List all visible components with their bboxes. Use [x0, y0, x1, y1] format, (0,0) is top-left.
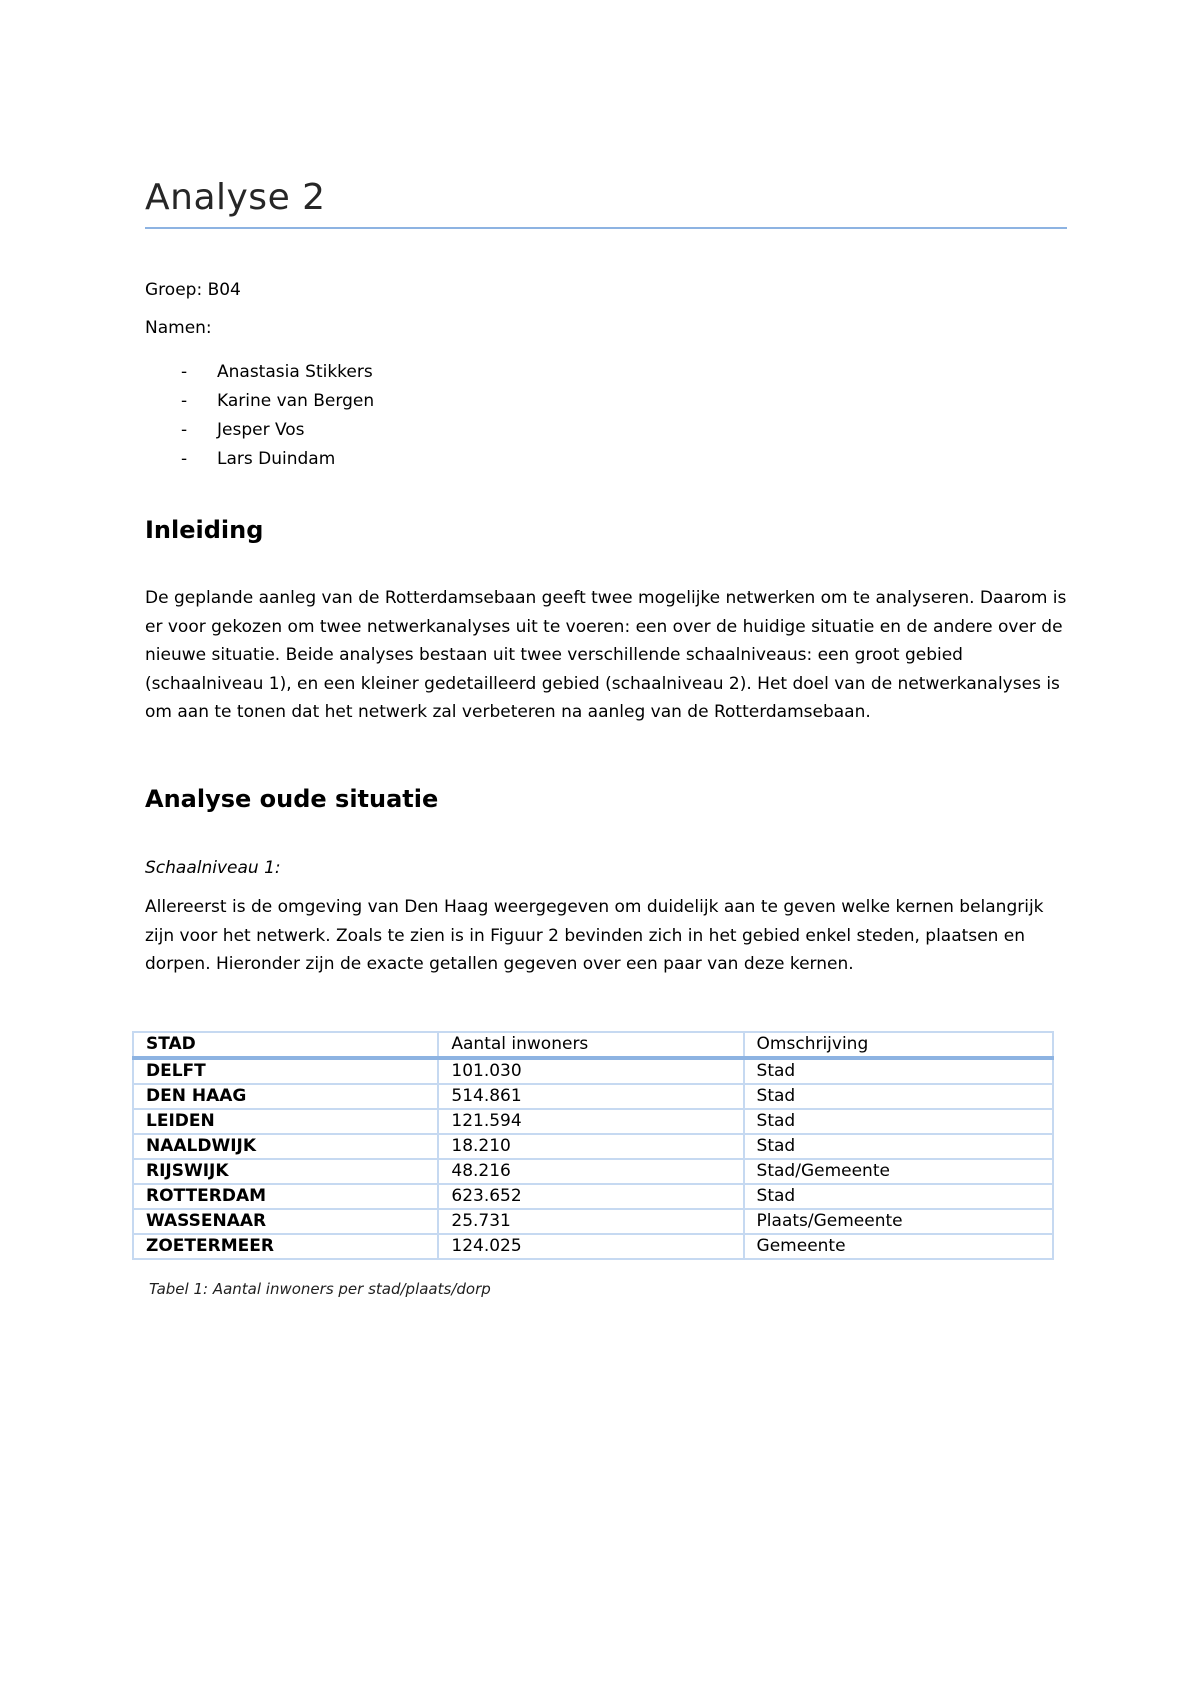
names-label: Namen: [145, 318, 212, 338]
description-cell: Stad [744, 1058, 1053, 1084]
team-member-name: Lars Duindam [217, 449, 336, 469]
table-row [133, 1134, 1053, 1159]
description-cell: Stad [744, 1184, 1053, 1209]
list-bullet: - [181, 362, 188, 382]
city-cell: DELFT [133, 1058, 438, 1084]
population-cell: 25.731 [438, 1209, 743, 1234]
table-row [133, 1058, 1053, 1084]
old-situation-paragraph: Allereerst is de omgeving van Den Haag weergegeven om duidelijk aan te geven welke kernen belangrijk zijn voor het netwerk. Zoals te zien is in Figuur 2 bevinden zich in het gebied enkel steden, plaatsen en dorpen. Hieronder zijn de exacte getallen gegeven over een paar van deze kernen. [145, 897, 1044, 975]
list-bullet: - [181, 420, 188, 440]
city-cell: RIJSWIJK [133, 1159, 438, 1184]
team-member-name: Anastasia Stikkers [217, 362, 373, 382]
description-cell: Stad [744, 1134, 1053, 1159]
table-row [133, 1184, 1053, 1209]
population-table [132, 1031, 1054, 1260]
team-member-name: Karine van Bergen [217, 391, 375, 411]
intro-paragraph: De geplande aanleg van de Rotterdamsebaan geeft twee mogelijke netwerken om te analyseren. Daarom is er voor gekozen om twee netwerkanalyses uit te voeren: een over de huidige situatie en de andere over de nieuwe situatie. Beide analyses bestaan uit twee verschillende schaalniveaus: een groot gebied (schaalniveau 1), en een kleiner gedetailleerd gebied (schaalniveau 2). Het doel van de netwerkanalyses is om aan te tonen dat het netwerk zal verbeteren na aanleg van de Rotterdamsebaan. [145, 588, 1067, 723]
column-header: Omschrijving [744, 1032, 1053, 1058]
city-cell: NAALDWIJK [133, 1134, 438, 1159]
document-title: Analyse 2 [145, 177, 326, 218]
group-line: Groep: B04 [145, 280, 241, 300]
table-header-row [133, 1032, 1053, 1058]
scale-level-subheading: Schaalniveau 1: [145, 858, 281, 878]
population-cell: 101.030 [438, 1058, 743, 1084]
column-header: Aantal inwoners [438, 1032, 743, 1058]
team-member-name: Jesper Vos [217, 420, 305, 440]
population-cell: 48.216 [438, 1159, 743, 1184]
description-cell: Plaats/Gemeente [744, 1209, 1053, 1234]
population-cell: 623.652 [438, 1184, 743, 1209]
table-row [133, 1084, 1053, 1109]
table-row [133, 1109, 1053, 1134]
population-cell: 514.861 [438, 1084, 743, 1109]
description-cell: Stad [744, 1084, 1053, 1109]
population-table-wrapper [132, 1031, 1054, 1260]
table-caption: Tabel 1: Aantal inwoners per stad/plaats/dorp [149, 1280, 491, 1298]
description-cell: Stad [744, 1109, 1053, 1134]
list-bullet: - [181, 391, 188, 411]
description-cell: Stad/Gemeente [744, 1159, 1053, 1184]
intro-heading: Inleiding [145, 516, 264, 544]
city-cell: DEN HAAG [133, 1084, 438, 1109]
population-cell: 124.025 [438, 1234, 743, 1259]
table-row [133, 1234, 1053, 1259]
city-cell: ZOETERMEER [133, 1234, 438, 1259]
column-header: STAD [133, 1032, 438, 1058]
title-underline [145, 227, 1067, 229]
list-bullet: - [181, 449, 188, 469]
city-cell: WASSENAAR [133, 1209, 438, 1234]
population-cell: 121.594 [438, 1109, 743, 1134]
population-cell: 18.210 [438, 1134, 743, 1159]
city-cell: LEIDEN [133, 1109, 438, 1134]
city-cell: ROTTERDAM [133, 1184, 438, 1209]
old-situation-heading: Analyse oude situatie [145, 785, 439, 813]
table-row [133, 1159, 1053, 1184]
description-cell: Gemeente [744, 1234, 1053, 1259]
table-row [133, 1209, 1053, 1234]
